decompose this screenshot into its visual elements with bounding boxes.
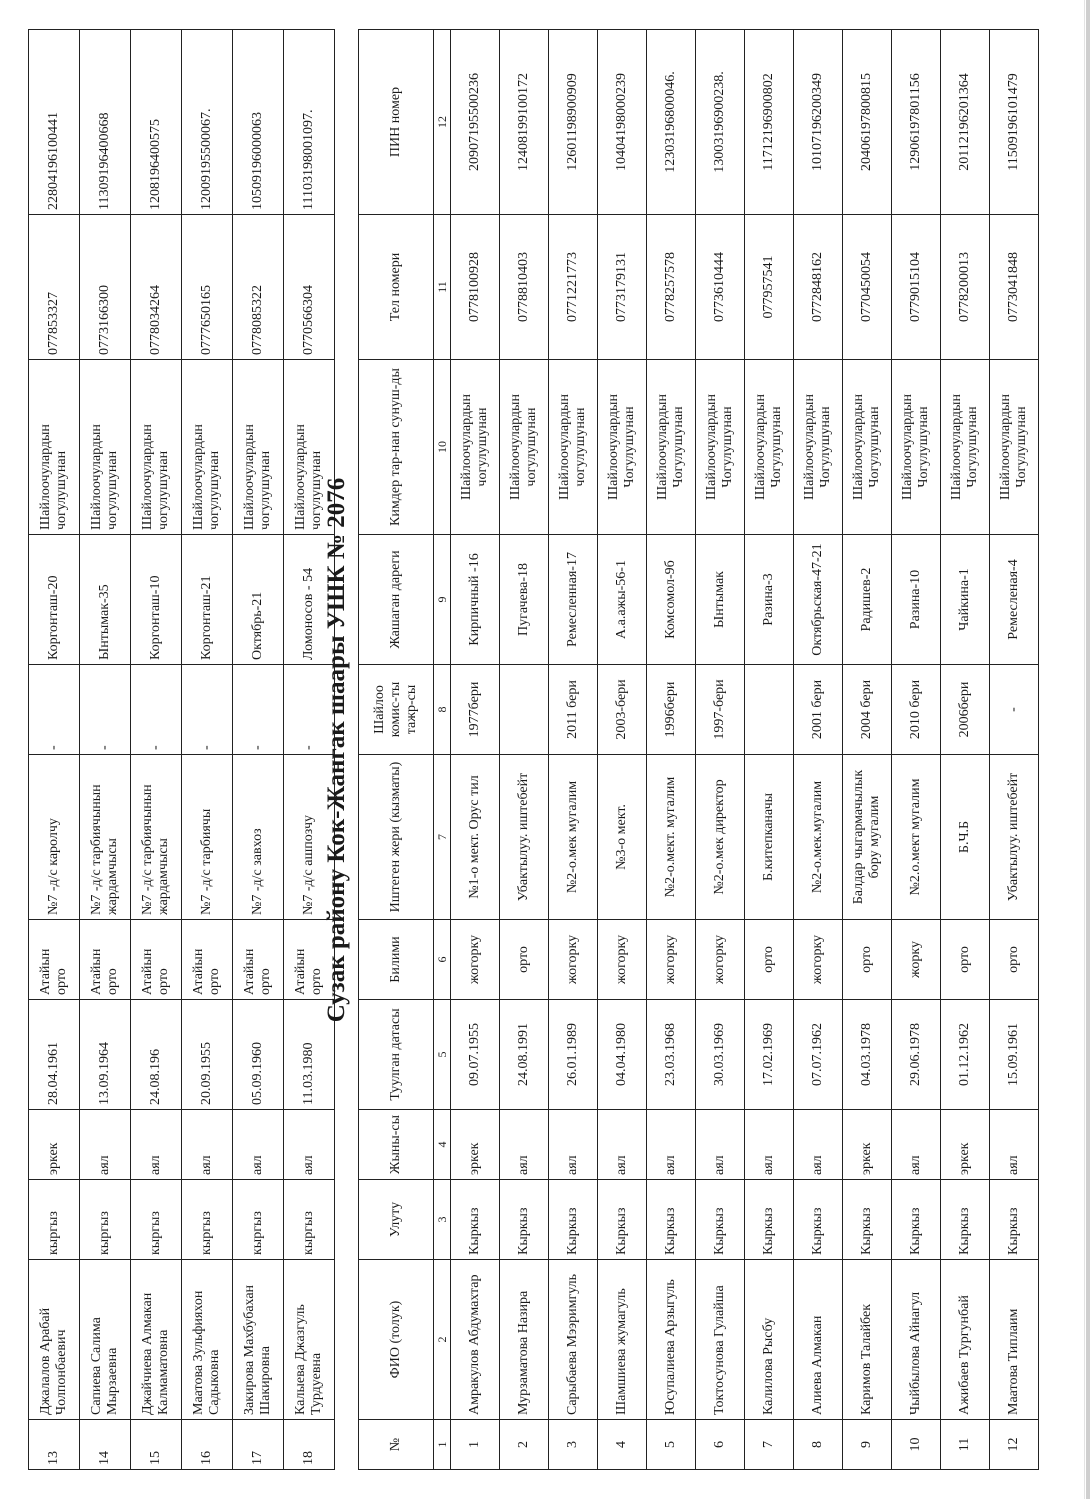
- cell-bilimi: орто: [990, 920, 1039, 1000]
- cell-tel: 0772848162: [794, 215, 843, 360]
- cell-ulutu: Кыркыз: [794, 1180, 843, 1260]
- header-address: Жашаган дареги: [359, 535, 434, 665]
- cell-address: Разина-10: [892, 535, 941, 665]
- column-number: 6: [434, 920, 451, 1000]
- cell-address: Комсомол-9б: [647, 535, 696, 665]
- cell-no: 18: [284, 1420, 335, 1470]
- cell-kimder: Шайлоочулардын Чогулушунан: [598, 360, 647, 535]
- column-number: 10: [434, 360, 451, 535]
- cell-pin: 1208196400575: [131, 30, 182, 215]
- cell-tel: 0778200013: [941, 215, 990, 360]
- cell-pin: 12601198900909: [549, 30, 598, 215]
- cell-fio: Юсупалиева Арзыгуль: [647, 1260, 696, 1420]
- cell-birth: 04.03.1978: [843, 1000, 892, 1110]
- cell-tel: 0773610444: [696, 215, 745, 360]
- cell-no: 5: [647, 1420, 696, 1470]
- cell-komis: -: [182, 665, 233, 755]
- column-number: 12: [434, 30, 451, 215]
- cell-bilimi: жогорку: [696, 920, 745, 1000]
- cell-bilimi: жогорку: [647, 920, 696, 1000]
- cell-komis: [745, 665, 794, 755]
- cell-ulutu: Кыркыз: [892, 1180, 941, 1260]
- cell-komis: 1996бери: [647, 665, 696, 755]
- cell-no: 16: [182, 1420, 233, 1470]
- cell-kimder: Шайлоочулардын Чогулушунан: [941, 360, 990, 535]
- cell-ulutu: кыргыз: [29, 1180, 80, 1260]
- cell-ulutu: Кыркыз: [598, 1180, 647, 1260]
- cell-tel: 0778085322: [233, 215, 284, 360]
- cell-jynysy: эркек: [941, 1110, 990, 1180]
- cell-job: №7 -д/с тарбиячынын жардамчысы: [80, 755, 131, 920]
- cell-fio: Маатова Зульфияхон Садыковна: [182, 1260, 233, 1420]
- cell-birth: 07.07.1962: [794, 1000, 843, 1110]
- cell-address: Чайкина-1: [941, 535, 990, 665]
- cell-job: №2-о.мект. мугалим: [647, 755, 696, 920]
- header-birth: Туулган датасы: [359, 1000, 434, 1110]
- cell-tel: 0771221773: [549, 215, 598, 360]
- cell-komis: -: [284, 665, 335, 755]
- cell-jynysy: эркек: [451, 1110, 500, 1180]
- cell-kimder: Шайлоочулардын чогулушунан: [80, 360, 131, 535]
- cell-bilimi: жогорку: [598, 920, 647, 1000]
- cell-tel: 0773041848: [990, 215, 1039, 360]
- cell-ulutu: кыргыз: [284, 1180, 335, 1260]
- cell-jynysy: аял: [794, 1110, 843, 1180]
- cell-pin: 10404198000239: [598, 30, 647, 215]
- cell-jynysy: аял: [182, 1110, 233, 1180]
- cell-address: Пугачева-18: [500, 535, 549, 665]
- cell-pin: 13003196900238.: [696, 30, 745, 215]
- cell-jynysy: аял: [131, 1110, 182, 1180]
- page-title: Сузак району Кок-Жангак шаары УШК № 2076: [323, 477, 350, 1023]
- scan-edge-line: [1084, 0, 1085, 1499]
- column-number: 3: [434, 1180, 451, 1260]
- cell-jynysy: аял: [549, 1110, 598, 1180]
- cell-jynysy: аял: [598, 1110, 647, 1180]
- cell-birth: 26.01.1989: [549, 1000, 598, 1110]
- cell-kimder: Шайлоочулардын чогулушунан: [549, 360, 598, 535]
- column-number: 8: [434, 665, 451, 755]
- cell-komis: -: [29, 665, 80, 755]
- cell-pin: 20112196201364: [941, 30, 990, 215]
- table-row: [647, 30, 696, 1470]
- cell-no: 1: [451, 1420, 500, 1470]
- table-header-row: [359, 30, 434, 1470]
- cell-no: 7: [745, 1420, 794, 1470]
- cell-address: Кирпичный -16: [451, 535, 500, 665]
- cell-job: №7 -д/с каролчу: [29, 755, 80, 920]
- header-tel: Тел номери: [359, 215, 434, 360]
- cell-kimder: Шайлоочулардын Чогулушунан: [892, 360, 941, 535]
- cell-address: А.а.ажы-56-1: [598, 535, 647, 665]
- cell-kimder: Шайлоочулардын чогулушунан: [131, 360, 182, 535]
- cell-tel: 0773179131: [598, 215, 647, 360]
- cell-address: Коргонташ-20: [29, 535, 80, 665]
- cell-job: №2-о.мек.мугалим: [794, 755, 843, 920]
- cell-birth: 29.06.1978: [892, 1000, 941, 1110]
- cell-jynysy: аял: [696, 1110, 745, 1180]
- table-row: [794, 30, 843, 1470]
- cell-fio: Калилова Рысбу: [745, 1260, 794, 1420]
- cell-ulutu: Кыркыз: [647, 1180, 696, 1260]
- cell-komis: -: [233, 665, 284, 755]
- cell-no: 4: [598, 1420, 647, 1470]
- cell-birth: 24.08.196: [131, 1000, 182, 1110]
- cell-ulutu: Кыркыз: [549, 1180, 598, 1260]
- cell-tel: 0779015104: [892, 215, 941, 360]
- cell-fio: Сарыбаева Мээримгуль: [549, 1260, 598, 1420]
- cell-birth: 05.09.1960: [233, 1000, 284, 1110]
- cell-kimder: Шайлоочулардын чогулушунан: [284, 360, 335, 535]
- cell-no: 12: [990, 1420, 1039, 1470]
- cell-kimder: Шайлоочулардын чогулушунан: [451, 360, 500, 535]
- cell-pin: 11509196101479: [990, 30, 1039, 215]
- cell-address: Ремесленая-4: [990, 535, 1039, 665]
- header-komis: Шайлоо комис-ты тажр-сы: [359, 665, 434, 755]
- cell-tel: 077853327: [29, 215, 80, 360]
- column-number: 4: [434, 1110, 451, 1180]
- cell-bilimi: Атайын орто: [80, 920, 131, 1000]
- header-job: Иштеген жери (кызматы): [359, 755, 434, 920]
- header-no: №: [359, 1420, 434, 1470]
- cell-tel: 0778810403: [500, 215, 549, 360]
- cell-komis: 2010 бери: [892, 665, 941, 755]
- cell-pin: 10107196200349: [794, 30, 843, 215]
- cell-address: Октябрь-21: [233, 535, 284, 665]
- table-row: [80, 30, 131, 1470]
- cell-address: Ынтымак: [696, 535, 745, 665]
- header-kimder: Кимдер тар-нан сунуш-ды: [359, 360, 434, 535]
- cell-jynysy: аял: [990, 1110, 1039, 1180]
- cell-ulutu: кыргыз: [131, 1180, 182, 1260]
- cell-address: Коргонташ-21: [182, 535, 233, 665]
- cell-komis: -: [131, 665, 182, 755]
- cell-pin: 22804196100441: [29, 30, 80, 215]
- cell-birth: 20.09.1955: [182, 1000, 233, 1110]
- cell-kimder: Шайлоочулардын Чогулушунан: [745, 360, 794, 535]
- cell-birth: 23.03.1968: [647, 1000, 696, 1110]
- cell-address: Ломоносов - 54: [284, 535, 335, 665]
- cell-address: Радишев-2: [843, 535, 892, 665]
- cell-pin: 11309196400668: [80, 30, 131, 215]
- cell-tel: 0773166300: [80, 215, 131, 360]
- cell-bilimi: жорку: [892, 920, 941, 1000]
- cell-no: 3: [549, 1420, 598, 1470]
- cell-komis: 2006бери: [941, 665, 990, 755]
- cell-birth: 01.12.1962: [941, 1000, 990, 1110]
- cell-fio: Джалалов Арабай Чолпонбаевич: [29, 1260, 80, 1420]
- cell-job: №7 -д/с тарбиячынын жардамчысы: [131, 755, 182, 920]
- cell-fio: Маатова Типлаим: [990, 1260, 1039, 1420]
- cell-pin: 20907195500236: [451, 30, 500, 215]
- cell-kimder: Шайлоочулардын Чогулушунан: [696, 360, 745, 535]
- cell-bilimi: орто: [941, 920, 990, 1000]
- header-fio: ФИО (толук): [359, 1260, 434, 1420]
- column-number: 5: [434, 1000, 451, 1110]
- cell-birth: 28.04.1961: [29, 1000, 80, 1110]
- cell-fio: Токтосунова Гулайша: [696, 1260, 745, 1420]
- cell-fio: Чыйбылова Айнагул: [892, 1260, 941, 1420]
- cell-address: Ынтымак-35: [80, 535, 131, 665]
- cell-address: Ремесленная-17: [549, 535, 598, 665]
- cell-fio: Шамшиева жумагуль: [598, 1260, 647, 1420]
- cell-komis: 2004 бери: [843, 665, 892, 755]
- cell-pin: 12906197801156: [892, 30, 941, 215]
- cell-bilimi: Атайын орто: [131, 920, 182, 1000]
- cell-pin: 20406197800815: [843, 30, 892, 215]
- cell-jynysy: аял: [233, 1110, 284, 1180]
- cell-pin: 12303196800046.: [647, 30, 696, 215]
- cell-no: 9: [843, 1420, 892, 1470]
- table-row: [843, 30, 892, 1470]
- cell-address: Октябрьская-47-21: [794, 535, 843, 665]
- table-row: [696, 30, 745, 1470]
- cell-no: 17: [233, 1420, 284, 1470]
- cell-bilimi: Атайын орто: [284, 920, 335, 1000]
- cell-jynysy: аял: [647, 1110, 696, 1180]
- cell-komis: [500, 665, 549, 755]
- header-ulutu: Улуту: [359, 1180, 434, 1260]
- cell-tel: 0770566304: [284, 215, 335, 360]
- cell-bilimi: орто: [500, 920, 549, 1000]
- cell-fio: Сапиева Салима Мырзаевна: [80, 1260, 131, 1420]
- cell-jynysy: аял: [892, 1110, 941, 1180]
- column-number: 9: [434, 535, 451, 665]
- table-row: [451, 30, 500, 1470]
- cell-birth: 04.04.1980: [598, 1000, 647, 1110]
- cell-jynysy: аял: [745, 1110, 794, 1180]
- cell-job: Убактылуу. иштебейт: [500, 755, 549, 920]
- cell-ulutu: Кыркыз: [696, 1180, 745, 1260]
- cell-ulutu: кыргыз: [182, 1180, 233, 1260]
- column-number: 2: [434, 1260, 451, 1420]
- cell-kimder: Шайлоочулардын Чогулушунан: [794, 360, 843, 535]
- table-row: [598, 30, 647, 1470]
- cell-no: 2: [500, 1420, 549, 1470]
- cell-fio: Ажибаев Тургунбай: [941, 1260, 990, 1420]
- cell-no: 8: [794, 1420, 843, 1470]
- table-row: [745, 30, 794, 1470]
- cell-pin: 12408199100172: [500, 30, 549, 215]
- cell-komis: 2001 бери: [794, 665, 843, 755]
- cell-kimder: Шайлоочулардын чогулушунан: [29, 360, 80, 535]
- cell-no: 14: [80, 1420, 131, 1470]
- table-row: [500, 30, 549, 1470]
- cell-birth: 13.09.1964: [80, 1000, 131, 1110]
- table-row: [941, 30, 990, 1470]
- cell-kimder: Шайлоочулардын чогулушунан: [233, 360, 284, 535]
- column-number-row: [434, 30, 451, 1470]
- continued-member-table: [28, 29, 335, 1470]
- cell-birth: 09.07.1955: [451, 1000, 500, 1110]
- cell-pin: 11103198001097.: [284, 30, 335, 215]
- cell-no: 6: [696, 1420, 745, 1470]
- cell-kimder: Шайлоочулардын Чогулушунан: [843, 360, 892, 535]
- scan-edge-shadow: [1086, 0, 1090, 1499]
- column-number: 1: [434, 1420, 451, 1470]
- cell-job: №3-о мект.: [598, 755, 647, 920]
- cell-job: №7 -д/с завхоз: [233, 755, 284, 920]
- table-row: [182, 30, 233, 1470]
- cell-jynysy: аял: [500, 1110, 549, 1180]
- cell-job: Балдар чыгармачылык бору мугалим: [843, 755, 892, 920]
- cell-bilimi: орто: [745, 920, 794, 1000]
- column-number: 11: [434, 215, 451, 360]
- cell-tel: 0778034264: [131, 215, 182, 360]
- cell-ulutu: Кыркыз: [745, 1180, 794, 1260]
- cell-bilimi: Атайын орто: [233, 920, 284, 1000]
- cell-fio: Калыева Джазгуль Турдуевна: [284, 1260, 335, 1420]
- cell-bilimi: Атайын орто: [182, 920, 233, 1000]
- cell-pin: 11712196900802: [745, 30, 794, 215]
- cell-no: 15: [131, 1420, 182, 1470]
- cell-bilimi: жогорку: [451, 920, 500, 1000]
- cell-ulutu: Кыркыз: [451, 1180, 500, 1260]
- cell-job: №1-о мект. Орус тил: [451, 755, 500, 920]
- cell-birth: 15.09.1961: [990, 1000, 1039, 1110]
- cell-ulutu: Кыркыз: [941, 1180, 990, 1260]
- cell-komis: 1977бери: [451, 665, 500, 755]
- cell-ulutu: Кыркыз: [843, 1180, 892, 1260]
- cell-bilimi: жогорку: [549, 920, 598, 1000]
- cell-job: №2-о.мек директор: [696, 755, 745, 920]
- cell-fio: Закирова Махбубахан Шакировна: [233, 1260, 284, 1420]
- commission-member-table: [358, 29, 1039, 1470]
- cell-pin: 10509196000063: [233, 30, 284, 215]
- cell-bilimi: жогорку: [794, 920, 843, 1000]
- table-row: [233, 30, 284, 1470]
- cell-kimder: Шайлоочулардын Чогулушунан: [990, 360, 1039, 535]
- cell-tel: 0777650165: [182, 215, 233, 360]
- cell-bilimi: Атайын орто: [29, 920, 80, 1000]
- table-row: [892, 30, 941, 1470]
- cell-job: №7 -д/с ашпозчу: [284, 755, 335, 920]
- cell-job: №2-о.мек мугалим: [549, 755, 598, 920]
- cell-kimder: Шайлоочулардын Чогулушунан: [647, 360, 696, 535]
- table-row: [990, 30, 1039, 1470]
- cell-komis: 2003-бери: [598, 665, 647, 755]
- cell-tel: 0778257578: [647, 215, 696, 360]
- table-row: [131, 30, 182, 1470]
- cell-job: Убактылуу. иштебейт: [990, 755, 1039, 920]
- cell-jynysy: эркек: [29, 1110, 80, 1180]
- cell-fio: Амракулов Абдумахтар: [451, 1260, 500, 1420]
- cell-ulutu: Кыркыз: [990, 1180, 1039, 1260]
- cell-komis: -: [990, 665, 1039, 755]
- cell-tel: 0778100928: [451, 215, 500, 360]
- table-row: [549, 30, 598, 1470]
- cell-fio: Мурзаматова Назира: [500, 1260, 549, 1420]
- cell-birth: 24.08.1991: [500, 1000, 549, 1110]
- cell-job: Б.Ч.Б: [941, 755, 990, 920]
- cell-fio: Каримов Талайбек: [843, 1260, 892, 1420]
- cell-birth: 11.03.1980: [284, 1000, 335, 1110]
- cell-no: 10: [892, 1420, 941, 1470]
- cell-bilimi: орто: [843, 920, 892, 1000]
- header-jynysy: Жыны-сы: [359, 1110, 434, 1180]
- cell-fio: Алиева Алмакан: [794, 1260, 843, 1420]
- header-bilimi: Билими: [359, 920, 434, 1000]
- cell-address: Коргонташ-10: [131, 535, 182, 665]
- cell-no: 13: [29, 1420, 80, 1470]
- cell-komis: 2011 бери: [549, 665, 598, 755]
- table-row: [29, 30, 80, 1470]
- cell-job: №2.о.мект мугалим: [892, 755, 941, 920]
- cell-komis: -: [80, 665, 131, 755]
- cell-pin: 12009195500067.: [182, 30, 233, 215]
- cell-jynysy: аял: [80, 1110, 131, 1180]
- cell-kimder: Шайлоочулардын чогулушунан: [500, 360, 549, 535]
- cell-jynysy: эркек: [843, 1110, 892, 1180]
- cell-job: №7 -д/с тарбиячы: [182, 755, 233, 920]
- cell-tel: 077957541: [745, 215, 794, 360]
- cell-job: Б.китепканачы: [745, 755, 794, 920]
- cell-fio: Джайчиева Алмакан Калмаматовна: [131, 1260, 182, 1420]
- cell-jynysy: аял: [284, 1110, 335, 1180]
- column-number: 7: [434, 755, 451, 920]
- cell-kimder: Шайлоочулардын чогулушунан: [182, 360, 233, 535]
- cell-no: 11: [941, 1420, 990, 1470]
- cell-ulutu: кыргыз: [80, 1180, 131, 1260]
- header-pin: ПИН номер: [359, 30, 434, 215]
- cell-ulutu: Кыркыз: [500, 1180, 549, 1260]
- cell-tel: 0770450054: [843, 215, 892, 360]
- cell-address: Разина-3: [745, 535, 794, 665]
- cell-birth: 17.02.1969: [745, 1000, 794, 1110]
- cell-ulutu: кыргыз: [233, 1180, 284, 1260]
- rotated-document-page: [28, 30, 1068, 1470]
- cell-birth: 30.03.1969: [696, 1000, 745, 1110]
- cell-komis: 1997-бери: [696, 665, 745, 755]
